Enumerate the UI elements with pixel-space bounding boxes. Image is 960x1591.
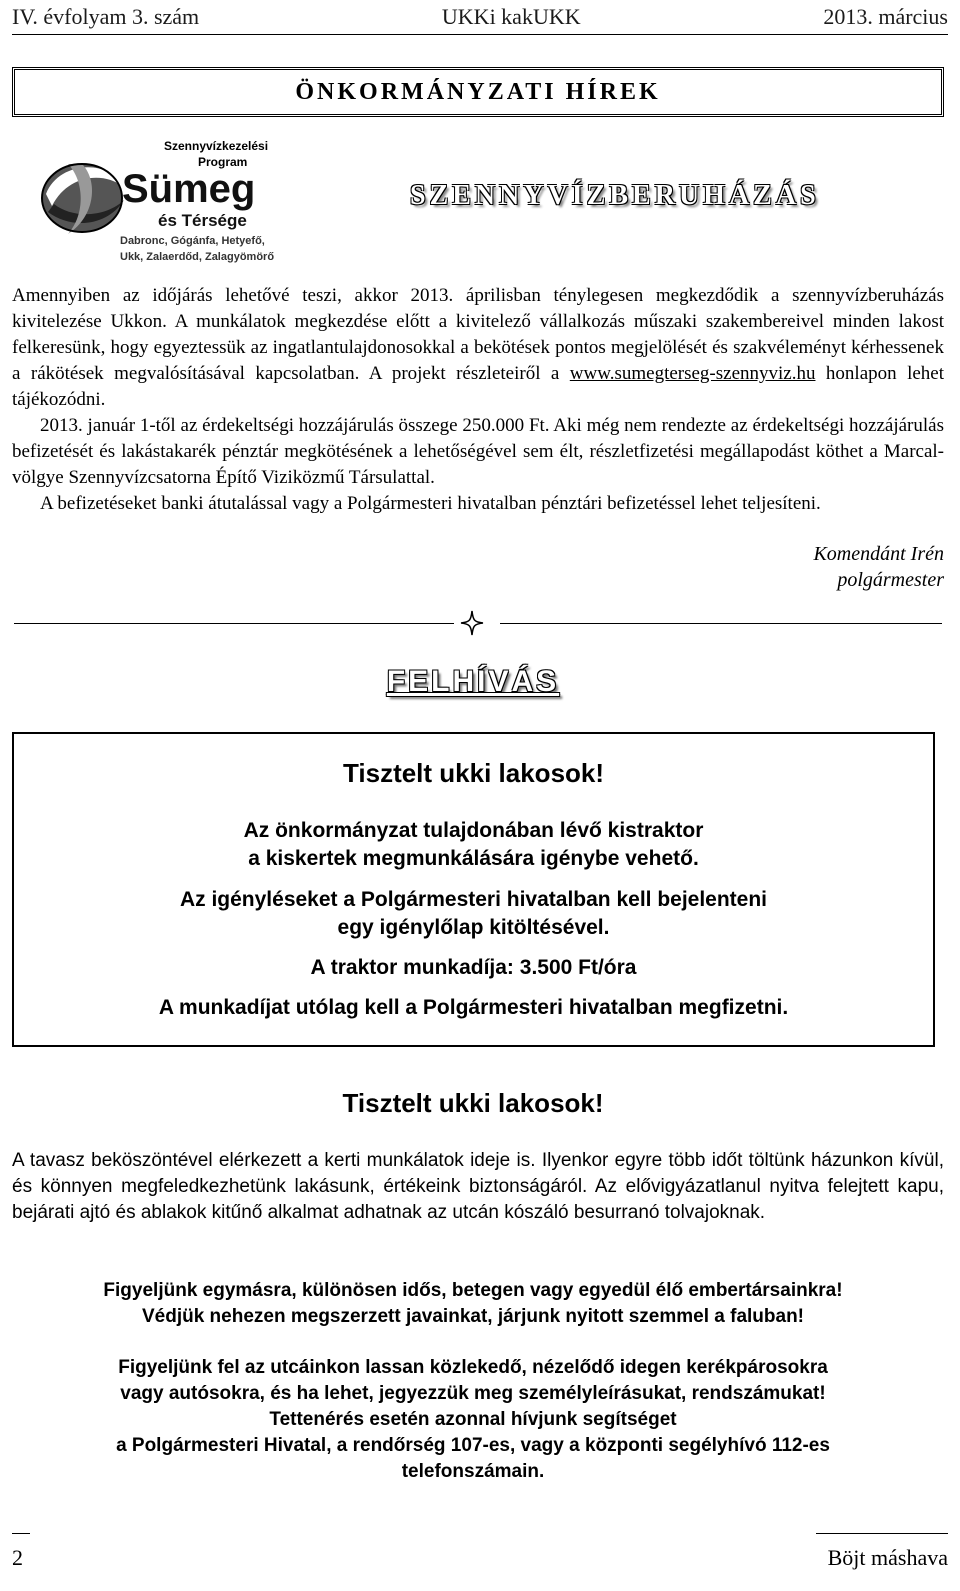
safety-appeal-1: Figyeljünk egymásra, különösen idős, betegen vagy egyedül élő embertársainkra! Védjük nehezen megszerzett javainkat, járjunk nyitott szemmel a faluban!	[103, 1280, 843, 1327]
globe-swirl-icon	[42, 164, 124, 234]
sumeg-program-logo	[38, 136, 278, 268]
notice-title: FELHÍVÁS	[386, 665, 560, 698]
notice-line-4: egy igénylőlap kitöltésével.	[337, 916, 610, 939]
signature	[813, 541, 944, 593]
signature-role: polgármester	[837, 569, 944, 591]
publication-name: UKKi kakUKK	[441, 4, 581, 29]
section-title: ÖNKORMÁNYZATI HÍREK	[295, 78, 661, 105]
notice-line-5: A traktor munkadíja: 3.500 Ft/óra	[310, 956, 637, 979]
safety-greeting: Tisztelt ukki lakosok!	[342, 1088, 604, 1118]
tractor-notice-box	[12, 732, 935, 1047]
issue-label: IV. évfolyam 3. szám	[12, 4, 200, 29]
notice-line-1: Az önkormányzat tulajdonában lévő kistraktor	[243, 819, 704, 842]
issue-date: 2013. március	[823, 4, 948, 29]
article-title: SZENNYVÍZBERUHÁZÁS	[410, 180, 820, 211]
notice-line-6: A munkadíjat utólag kell a Polgármesteri hivatalban megfizetni.	[158, 996, 789, 1019]
safety-paragraph: A tavasz beköszöntével elérkezett a kerti munkálatok ideje is. Ilyenkor egyre több időt töltünk házunkon kívül, és könnyen megfeledkezhetünk lakásunk, értékeink biztonságáról. Az elővigyázatlanul nyitva felejtett kapu, bejárati ajtó és ablakok kitűnő alkalmat adhatnak az utcán kószáló besurranó tolvajoknak.	[12, 1150, 944, 1223]
article-paragraph-1: Amennyiben az időjárás lehetővé teszi, akkor 2013. áprilisban ténylegesen megkezdődik a szennyvízberuházás kivitelezése Ukkon. A munkálatok megkezdése előtt a kivitelező vállalkozás műszaki szakembereivel minden lakost felkeresünk, hogy egyeztessük az ingatlantulajdonosokkal a bekötések pontos megjelölését és szakvéleményt kérhessenek a rákötések megvalósításával kapcsolatban. A projekt részleteiről a www.sumegterseg-szennyviz.hu honlapon lehet tájékozódni.	[12, 285, 944, 410]
notice-line-2: a kiskertek megmunkálására igénybe vehető.	[248, 847, 699, 870]
section-banner	[12, 67, 944, 117]
logo-tagline: és Térsége	[158, 211, 247, 230]
logo-line1: Szennyvízkezelési	[164, 139, 269, 153]
notice-greeting: Tisztelt ukki lakosok!	[342, 758, 605, 788]
safety-appeal-2: Figyeljünk fel az utcáinkon lassan közlekedő, nézelődő idegen kerékpárosokra vagy autósokra, és ha lehet, jegyezzük meg személyleírásukat, rendszámukat! Tettenérés esetén azonnal hívjunk segítséget a Polgármesteri Hivatal, a rendőrség 107-es, vagy a központi segélyhívó 112-es telefonszámain.	[116, 1357, 830, 1482]
footer-rule-right	[816, 1533, 948, 1534]
footer-month-title: Böjt máshava	[827, 1545, 948, 1570]
diamond-star-icon	[460, 610, 484, 636]
signature-name: Komendánt Irén	[813, 543, 944, 565]
project-website-link[interactable]: www.sumegterseg-szennyviz.hu	[569, 363, 816, 384]
logo-line2: Program	[198, 155, 248, 169]
article-paragraph-2: 2013. január 1-től az érdekeltségi hozzájárulás összege 250.000 Ft. Aki még nem rendezte az érdekeltségi hozzájárulás befizetését és lakástakarék pénztár megkötésének a lehetőségével sem élt, részletfizetési megállapodást köthet a Marcal-völgye Szennyvízcsatorna Építő Viziközmű Társulattal.	[12, 415, 944, 488]
logo-towns-2: Ukk, Zalaerdőd, Zalagyömörő	[120, 251, 275, 263]
section-divider	[12, 608, 944, 638]
logo-name: Sümeg	[122, 167, 256, 211]
article-body	[12, 283, 944, 517]
page-header	[12, 0, 948, 34]
article-paragraph-3: A befizetéseket banki átutalással vagy a Polgármesteri hivatalban pénztári befizetéssel lehet teljesíteni.	[40, 493, 821, 514]
notice-line-3: Az igényléseket a Polgármesteri hivatalban kell bejelenteni	[179, 888, 768, 911]
header-rule	[12, 34, 948, 35]
logo-towns-1: Dabronc, Gógánfa, Hetyefő,	[120, 235, 265, 247]
page-number: 2	[12, 1545, 23, 1570]
footer-rule-left	[12, 1533, 30, 1534]
